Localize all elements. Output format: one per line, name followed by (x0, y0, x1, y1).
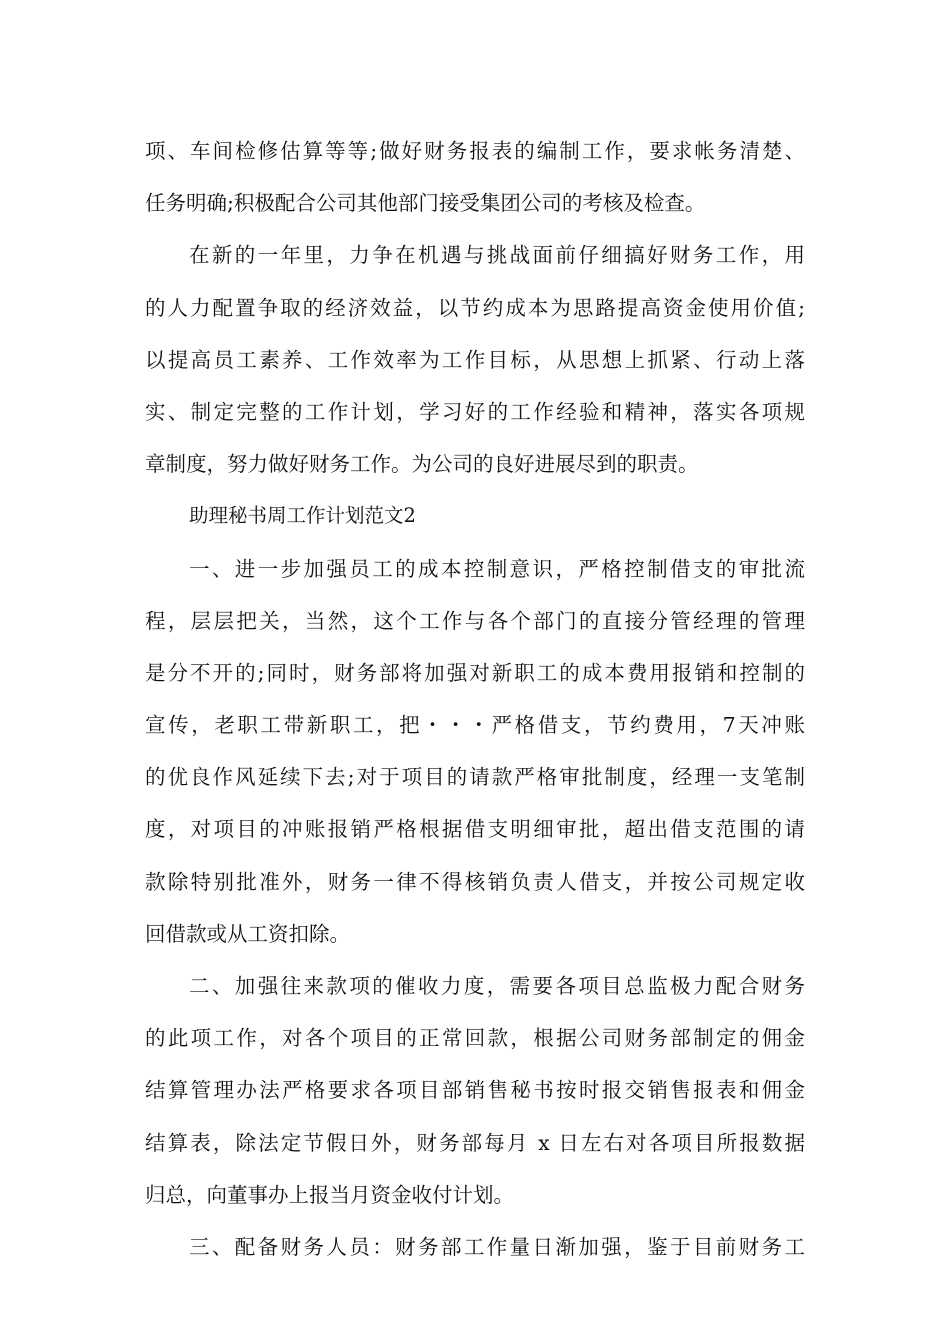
text-line: 实、制定完整的工作计划，学习好的工作经验和精神，落实各项规 (145, 399, 805, 424)
text-line: 章制度，努力做好财务工作。为公司的良好进展尽到的职责。 (145, 452, 699, 477)
text-line: 任务明确;积极配合公司其他部门接受集团公司的考核及检查。 (145, 191, 706, 216)
paragraph-intro-continuation (145, 125, 805, 229)
text-line: 在新的一年里，力争在机遇与挑战面前仔细搞好财务工作，用 (189, 243, 805, 268)
paragraph-item-three (145, 1221, 805, 1273)
text-line: 二、加强往来款项的催收力度，需要各项目总监极力配合财务 (189, 974, 805, 998)
text-line: 宣传，老职工带新职工，把・・・严格借支，节约费用，7天冲账 (145, 713, 805, 738)
text-line: 回借款或从工资扣除。 (145, 921, 350, 946)
text-line: 的此项工作，对各个项目的正常回款，根据公司财务部制定的佣金 (145, 1026, 805, 1051)
paragraph-item-one (145, 543, 805, 961)
text-line: 是分不开的;同时，财务部将加强对新职工的成本费用报销和控制的 (145, 660, 805, 685)
paragraph-new-year-goals (145, 229, 805, 490)
text-line: 以提高员工素养、工作效率为工作目标，从思想上抓紧、行动上落 (145, 347, 805, 372)
text-line: 度，对项目的冲账报销严格根据借支明细审批，超出借支范围的请 (145, 817, 805, 842)
text-line: 程，层层把关，当然，这个工作与各个部门的直接分管经理的管理 (145, 608, 805, 633)
text-line: 项、车间检修估算等等;做好财务报表的编制工作，要求帐务清楚、 (145, 139, 805, 163)
text-line: 结算管理办法严格要求各项目部销售秘书按时报交销售报表和佣金 (145, 1078, 805, 1103)
text-line: 结算表，除法定节假日外，财务部每月 x 日左右对各项目所报数据 (145, 1130, 805, 1155)
text-line: 的人力配置争取的经济效益，以节约成本为思路提高资金使用价值; (145, 295, 805, 320)
text-line: 归总，向董事办上报当月资金收付计划。 (145, 1182, 514, 1207)
section-heading (145, 490, 805, 542)
document-body (145, 125, 805, 1273)
text-line: 的优良作风延续下去;对于项目的请款严格审批制度，经理一支笔制 (145, 765, 805, 790)
section-title: 助理秘书周工作计划范文2 (189, 504, 416, 528)
paragraph-item-two (145, 960, 805, 1221)
text-line: 款除特别批准外，财务一律不得核销负责人借支，并按公司规定收 (145, 869, 805, 894)
text-line: 三、配备财务人员：财务部工作量日渐加强，鉴于目前财务工 (189, 1234, 805, 1259)
text-line: 一、进一步加强员工的成本控制意识，严格控制借支的审批流 (189, 556, 805, 581)
